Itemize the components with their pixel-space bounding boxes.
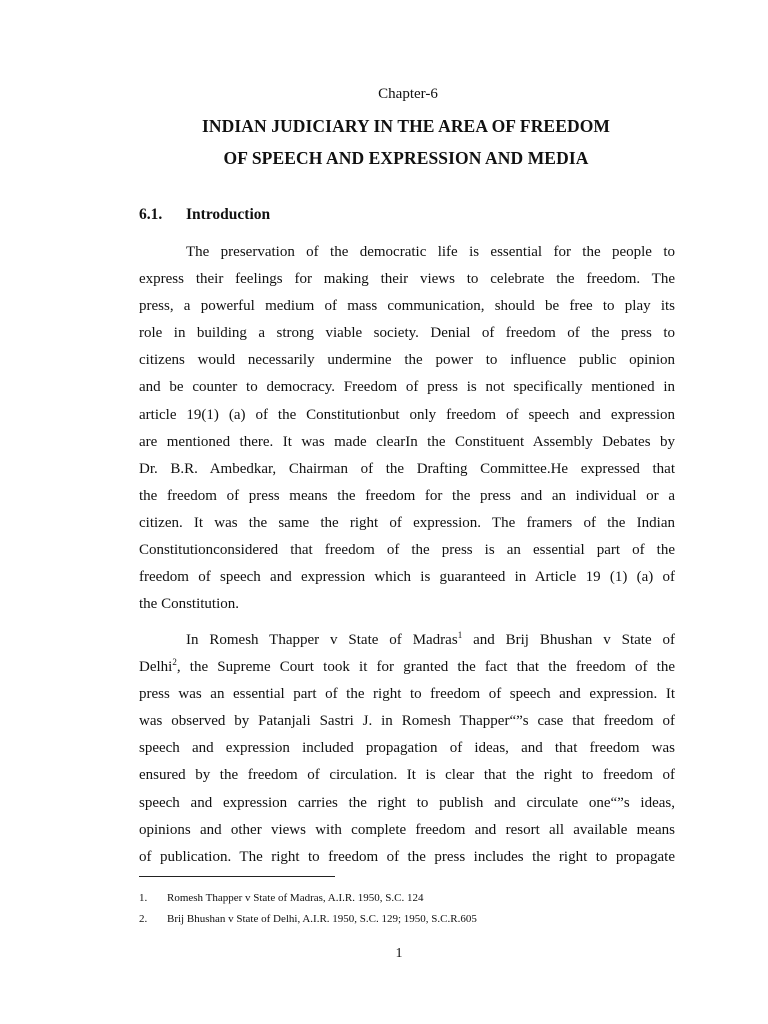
footnote-number: 2.	[139, 913, 148, 925]
paragraph-line: citizens would necessarily undermine the power to influence public opinion	[139, 352, 675, 369]
paragraph-line: citizen. It was the same the right of expression. The framers of the Indian	[139, 514, 675, 531]
case-text: In Romesh Thapper v State of Madras	[186, 632, 458, 648]
case-text: Delhi	[139, 659, 173, 676]
chapter-title-line-1: INDIAN JUDICIARY IN THE AREA OF FREEDOM	[201, 116, 611, 136]
footnote-divider	[139, 876, 335, 877]
footnote-number: 1.	[139, 892, 148, 904]
chapter-label: Chapter-6	[378, 86, 438, 102]
paragraph-line: opinions and other views with complete freedom and resort all available means	[139, 821, 675, 838]
paragraph-line: the Constitution.	[139, 596, 240, 613]
paragraph-line: role in building a strong viable society. Denial of freedom of the press to	[139, 325, 675, 342]
paragraph-line: speech and expression carries the right to publish and circulate one“”s ideas,	[139, 794, 675, 811]
footnote-ref-1: 1	[457, 630, 463, 640]
paragraph-line: of publication. The right to freedom of the press includes the right to propagate	[139, 848, 675, 865]
case-text: and Brij Bhushan v State of	[462, 632, 676, 648]
paragraph-line: Constitutionconsidered that freedom of the press is an essential part of the	[139, 542, 675, 559]
footnote-2	[139, 913, 477, 925]
section-title: Introduction	[186, 206, 271, 223]
page-number: 1	[395, 946, 403, 961]
paragraph-line: freedom of speech and expression which is guaranteed in Article 19 (1) (a) of	[139, 569, 675, 586]
paragraph-line: press was an essential part of the right to freedom of speech and expression. It	[139, 686, 675, 703]
paragraph-introduction	[139, 239, 675, 618]
paragraph-case-law	[139, 627, 675, 871]
paragraph-line: ensured by the freedom of circulation. It is clear that the right to freedom of	[139, 767, 675, 784]
case-text: , the Supreme Court took it for granted the fact that the freedom of the	[176, 659, 675, 676]
paragraph-line: The preservation of the democratic life is essential for the people to	[186, 244, 675, 260]
footnote-text: Brij Bhushan v State of Delhi, A.I.R. 1950, S.C. 129; 1950, S.C.R.605	[167, 913, 477, 925]
paragraph-line: are mentioned there. It was made clearIn the Constituent Assembly Debates by	[139, 433, 675, 450]
section-heading	[139, 206, 270, 224]
section-number: 6.1.	[139, 206, 163, 223]
paragraph-line: and be counter to democracy. Freedom of press is not specifically mentioned in	[139, 379, 675, 396]
paragraph-line: article 19(1) (a) of the Constitutionbut only freedom of speech and expression	[139, 406, 675, 423]
paragraph-line: press, a powerful medium of mass communication, should be free to play its	[139, 298, 675, 315]
chapter-title-line-2: OF SPEECH AND EXPRESSION AND MEDIA	[223, 148, 589, 168]
paragraph-line: speech and expression included propagation of ideas, and that freedom was	[139, 740, 675, 757]
paragraph-line: was observed by Patanjali Sastri J. in Romesh Thapper“”s case that freedom of	[139, 713, 675, 730]
footnote-text: Romesh Thapper v State of Madras, A.I.R. 1950, S.C. 124	[167, 892, 424, 904]
footnote-1	[139, 892, 423, 904]
paragraph-line	[139, 627, 675, 654]
paragraph-line	[139, 654, 675, 681]
footnote-ref-2: 2	[172, 657, 177, 668]
paragraph-line: the freedom of press means the freedom for the press and an individual or a	[139, 487, 675, 504]
paragraph-line: express their feelings for making their views to celebrate the freedom. The	[139, 271, 675, 288]
paragraph-line: Dr. B.R. Ambedkar, Chairman of the Drafting Committee.He expressed that	[139, 460, 675, 477]
